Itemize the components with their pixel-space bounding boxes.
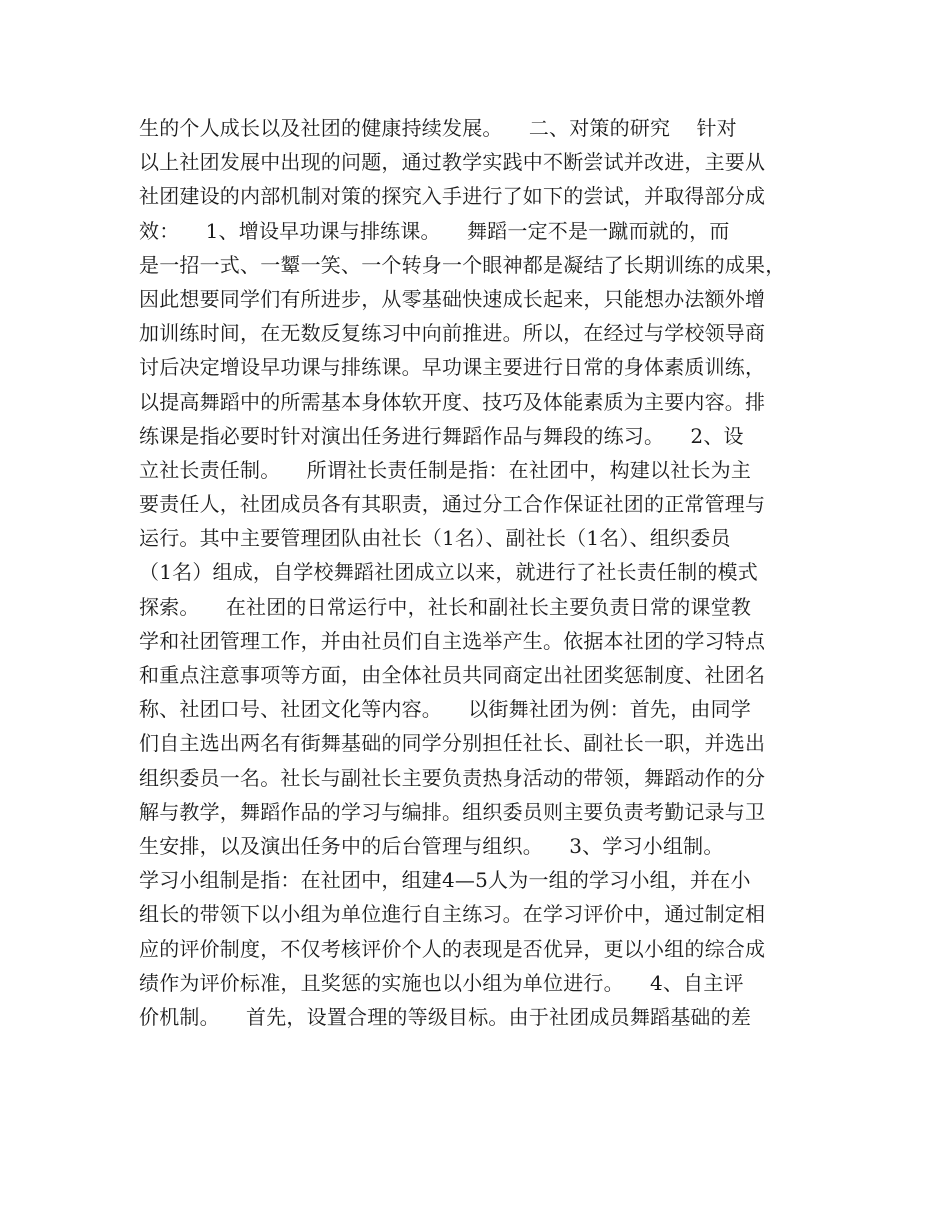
- text-line: 探索。 在社团的日常运行中，社长和副社长主要负责日常的课堂教: [139, 594, 752, 619]
- text-line: 生安排，以及演出任务中的后台管理与组织。 3、学习小组制。: [139, 833, 724, 858]
- body-paragraph: [139, 111, 785, 1034]
- text-line: 组织委员一名。社长与副社长主要负责热身活动的带领，舞蹈动作的分: [139, 765, 766, 790]
- text-line: 以提高舞蹈中的所需基本身体软开度、技巧及体能素质为主要内容。排: [139, 389, 766, 414]
- text-line: 们自主选出两名有街舞基础的同学分别担任社长、副社长一职，并选出: [139, 731, 766, 756]
- text-line: 立社长责任制。 所谓社长责任制是指：在社团中，构建以社长为主: [139, 457, 752, 482]
- text-line: 价机制。 首先，设置合理的等级目标。由于社团成员舞蹈基础的差: [139, 1004, 752, 1029]
- text-line: 加训练时间，在无数反复练习中向前推进。所以，在经过与学校领导商: [139, 321, 766, 346]
- text-line: 应的评价制度，不仅考核评价个人的表现是否优异，更以小组的综合成: [139, 936, 766, 961]
- text-line: 解与教学，舞蹈作品的学习与编排。组织委员则主要负责考勤记录与卫: [139, 799, 766, 824]
- text-line: 练课是指必要时针对演出任务进行舞蹈作品与舞段的练习。 2、设: [139, 423, 744, 448]
- text-line: 因此想要同学们有所进步，从零基础快速成长起来，只能想办法额外增: [139, 286, 766, 311]
- text-line: 讨后决定增设早功课与排练课。早功课主要进行日常的身体素质训练，: [139, 355, 766, 380]
- text-line: 要责任人，社团成员各有其职责，通过分工合作保证社团的正常管理与: [139, 492, 766, 517]
- text-line: 效： 1、增设早功课与排练课。 舞蹈一定不是一蹴而就的，而: [139, 218, 730, 243]
- text-line: 学习小组制是指：在社团中，组建4—5人为一组的学习小组，并在小: [139, 868, 751, 893]
- text-line: 和重点注意事项等方面，由全体社员共同商定出社团奖惩制度、社团名: [139, 663, 766, 687]
- text-line: 称、社团口号、社团文化等内容。 以街舞社团为例：首先，由同学: [139, 697, 752, 722]
- text-line: （1名）组成，自学校舞蹈社团成立以来，就进行了社长责任制的模式: [139, 560, 758, 585]
- text-line: 运行。其中主要管理团队由社长（1名）、副社长（1名）、组织委员: [139, 526, 731, 551]
- text-line: 组长的带领下以小组为单位進行自主练习。在学习评价中，通过制定相: [139, 902, 766, 927]
- text-line: 社团建设的内部机制对策的探究入手进行了如下的尝试，并取得部分成: [139, 184, 766, 209]
- text-line: 是一招一式、一颦一笑、一个转身一个眼神都是凝结了长期训练的成果，: [139, 252, 786, 277]
- text-line: 以上社团发展中出现的问题，通过教学实践中不断尝试并改进，主要从: [139, 150, 766, 175]
- text-line: 学和社团管理工作，并由社员们自主选举产生。依据本社团的学习特点: [139, 628, 766, 653]
- text-line: 绩作为评价标准，且奖惩的实施也以小组为单位进行。 4、自主评: [139, 970, 744, 995]
- text-line: 生的个人成长以及社团的健康持续发展。 二、对策的研究 针对: [139, 116, 737, 140]
